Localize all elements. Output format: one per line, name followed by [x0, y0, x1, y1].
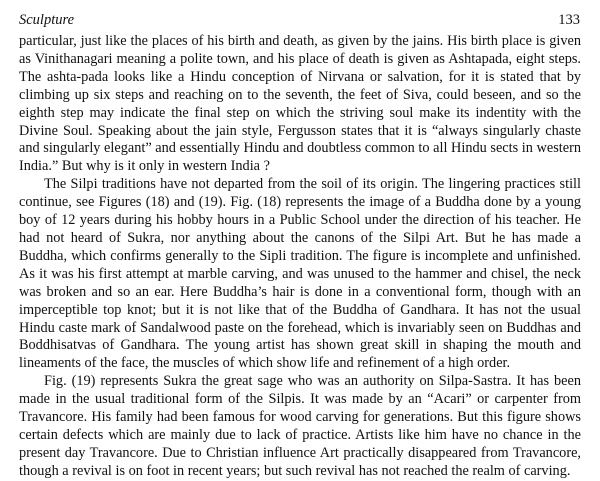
page-header [19, 12, 580, 30]
paragraph-fig-19: Fig. (19) represents Sukra the great sage who was an authority on Silpa-Sastra. It has been made in the usual traditional form of the Silpis. It was made by an “Acari” or carpenter from Travancore. His family had been famous for wood carving for generations. But this figure shows certain defects which are mainly due to lack of practice. Artists like him have no chance in the present day Travancore. Due to Christian influence Art practically disappeared from Travancore, though a revival is on foot in recent years; but such revival has not reached the realm of carving. [19, 373, 581, 479]
paragraph-continued: particular, just like the places of his birth and death, as given by the jains. His birth place is given as Vinithanagari meaning a polite town, and his place of death is given as Ashtapada, eight steps. The ashta-pada looks like a Hindu conception of Nirvana or salvation, for it is stated that by climbing up six steps and reaching on to the seventh, the feet of Siva, could beseen, and so the eighth step may indicate the final step on which the striving soul make its indentity with the Divine Soul. Speaking about the jain style, Fergusson states that it is “always singularly chaste and singularly elegant” and essentially Hindu and doubtless common to all Hindu sects in western India.” But why is it only in western India ? [19, 33, 581, 175]
paragraph-silpi-traditions: The Silpi traditions have not departed from the soil of its origin. The lingering practices still continue, see Figures (18) and (19). Fig. (18) represents the image of a Buddha done by a young boy of 12 years during his hobby hours in a Public School under the direction of his teacher. He had not heard of Sukra, nor anything about the canons of the Silpi Art. But he has made a Buddha, which confirms generally to the Sipli tradition. The figure is incomplete and unfinished. As it was his first attempt at marble carving, and was unused to the hammer and chisel, the neck was broken and so an ear. Here Buddha’s hair is done in a conventional form, though with an imperceptible top knot; but it is not like that of the Buddha of Gandhara. It has not the usual Hindu caste mark of Sandalwood paste on the forehead, which is invariably seen on Buddhas and Boddhisatvas of Gandhara. The young artist has shown great skill in shaping the mouth and lineaments of the face, the muscles of which show life and refinement of a high order. [19, 176, 581, 372]
running-title: Sculpture [19, 12, 75, 28]
page-number: 133 [558, 12, 580, 28]
page-body [19, 33, 581, 481]
